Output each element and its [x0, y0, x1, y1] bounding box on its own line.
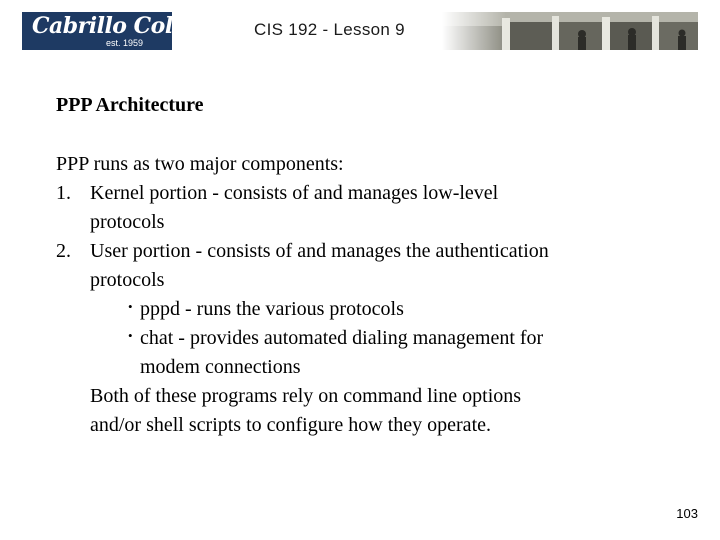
- college-logo: [22, 12, 223, 50]
- list-item-text: Kernel portion - consists of and manages low-level: [90, 182, 499, 204]
- bullet-icon: •: [128, 328, 133, 343]
- campus-photo: [442, 12, 698, 50]
- slide-title: PPP Architecture: [56, 94, 204, 116]
- list-item-continuation: protocols: [90, 269, 165, 291]
- page-number: 103: [676, 506, 698, 521]
- intro-text: PPP runs as two major components:: [56, 153, 344, 175]
- sub-bullet-item: [56, 295, 676, 324]
- list-item: [56, 179, 676, 208]
- slide-body: [56, 150, 676, 440]
- list-item-continuation: protocols: [90, 211, 165, 233]
- list-number: 2.: [56, 240, 71, 262]
- list-number: 1.: [56, 182, 71, 204]
- sub-bullet-item: [56, 324, 676, 353]
- logo-established: est. 1959: [106, 38, 144, 48]
- sub-bullet-text: chat - provides automated dialing management for: [140, 327, 544, 349]
- sub-bullet-continuation: modem connections: [140, 356, 301, 378]
- closing-text: and/or shell scripts to configure how they operate.: [90, 414, 491, 436]
- bullet-icon: •: [128, 299, 133, 314]
- lesson-title: CIS 192 - Lesson 9: [254, 20, 405, 39]
- list-item: [56, 237, 676, 266]
- sub-bullet-text: pppd - runs the various protocols: [140, 298, 404, 320]
- logo-text: Cabrillo College: [32, 13, 223, 39]
- closing-text: Both of these programs rely on command line options: [90, 385, 522, 407]
- header-banner: [22, 12, 698, 50]
- list-item-text: User portion - consists of and manages the authentication: [90, 240, 549, 262]
